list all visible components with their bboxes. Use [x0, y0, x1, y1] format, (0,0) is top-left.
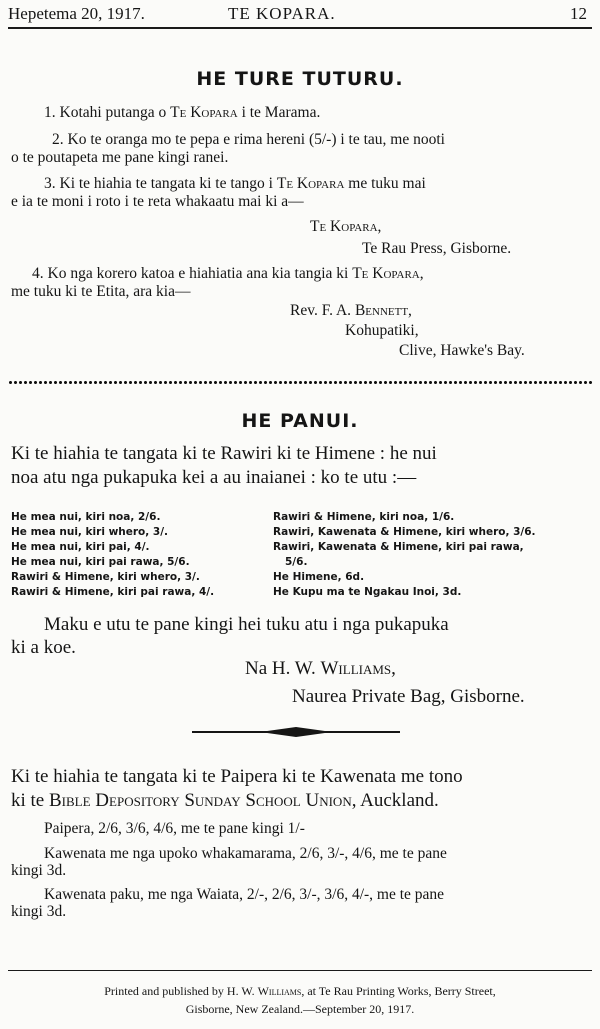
panui-intro-line-2: noa atu nga pukapuka kei a au inaianei : ko te utu :—	[11, 467, 417, 488]
bible-price-3-line-2: kingi 3d.	[11, 903, 67, 920]
price-item: He mea nui, kiri noa, 2/6.	[11, 511, 161, 523]
rule-2-line-2: o te poutapeta me pane kingi ranei.	[11, 149, 229, 166]
price-list-left	[11, 510, 214, 600]
price-item: Rawiri, Kawenata & Himene, kiri pai rawa,	[273, 541, 524, 553]
footer-text-end: at Te Rau Printing Works, Berry Street,	[304, 984, 496, 998]
bible-price-1: Paipera, 2/6, 3/6, 4/6, me te pane kingi 1/-	[44, 820, 305, 837]
signature-name: Williams,	[320, 658, 396, 679]
bible-price-2-line-1: Kawenata me nga upoko whakamarama, 2/6, 3/-, 4/6, me te pane	[44, 845, 447, 862]
address-2-prefix: Rev. F. A.	[290, 302, 355, 319]
price-item: He mea nui, kiri pai rawa, 5/6.	[11, 556, 190, 568]
bible-depository-name: Bible Depository Sunday School Union,	[49, 790, 357, 811]
price-item: Rawiri & Himene, kiri pai rawa, 4/.	[11, 586, 215, 598]
maku-line-1: Maku e utu te pane kingi hei tuku atu i nga pukapuka	[44, 614, 449, 635]
page-number: 12	[570, 4, 587, 23]
price-item: He mea nui, kiri whero, 3/.	[11, 526, 169, 538]
rule-3-paper-name: Te Kopara	[276, 175, 345, 192]
header-title: TE KOPARA.	[228, 4, 336, 23]
rule-4-text: 4. Ko nga korero katoa e hiahiatia ana kia tangia ki	[32, 265, 353, 282]
bible-price-2-line-2: kingi 3d.	[11, 862, 67, 879]
signature-prefix: Na H. W.	[245, 658, 321, 679]
rule-3-line-1	[44, 175, 426, 193]
price-item: Rawiri & Himene, kiri noa, 1/6.	[273, 511, 455, 523]
address-2-line-1	[290, 302, 412, 320]
header-rule	[8, 27, 592, 29]
address-2-line-3: Clive, Hawke's Bay.	[399, 342, 525, 359]
price-item: Rawiri & Himene, kiri whero, 3/.	[11, 571, 200, 583]
price-item: He mea nui, kiri pai, 4/.	[11, 541, 150, 553]
ture-heading: HE TURE TUTURU.	[196, 68, 404, 90]
signature-line-1	[245, 658, 396, 680]
price-item: Rawiri, Kawenata & Himene, kiri whero, 3/6.	[273, 526, 536, 538]
bible-price-3-line-1: Kawenata paku, me nga Waiata, 2/-, 2/6, 3/-, 3/6, 4/-, me te pane	[44, 886, 445, 903]
rule-4-paper-name: Te Kopara,	[352, 265, 424, 282]
bible-intro-prefix: ki te	[11, 790, 49, 811]
address-1-line-2: Te Rau Press, Gisborne.	[362, 240, 512, 257]
bible-intro-city: Auckland.	[356, 790, 439, 811]
rule-1	[44, 104, 320, 122]
rule-1-text-end: i te Marama.	[237, 104, 321, 121]
address-2-name: Bennett,	[354, 302, 412, 319]
price-item: He Himene, 6d.	[273, 571, 365, 583]
price-item: 5/6.	[285, 556, 308, 568]
rule-2-line-1: 2. Ko te oranga mo te pepa e rima hereni (5/-) i te tau, me nooti	[52, 131, 445, 148]
footer-rule	[8, 970, 592, 971]
rule-3-text-end: me tuku mai	[344, 175, 426, 192]
bible-intro-line-2	[11, 790, 439, 812]
signature-line-2: Naurea Private Bag, Gisborne.	[292, 686, 525, 707]
footer-publisher: Williams,	[257, 984, 305, 998]
bible-intro-line-1: Ki te hiahia te tangata ki te Paipera ki te Kawenata me tono	[11, 766, 463, 787]
rule-1-text: 1. Kotahi putanga o	[44, 104, 171, 121]
panui-heading: HE PANUI.	[241, 410, 359, 432]
rule-3-line-2: e ia te moni i roto i te reta whakaatu mai ki a—	[11, 193, 304, 210]
footer-text: Printed and published by H. W.	[104, 984, 258, 998]
rule-3-text: 3. Ki te hiahia te tangata ki te tango i	[44, 175, 277, 192]
maku-line-2: ki a koe.	[11, 637, 76, 658]
address-1-line-1: Te Kopara,	[310, 218, 382, 235]
price-item: He Kupu ma te Ngakau Inoi, 3d.	[273, 586, 462, 598]
address-2-line-2: Kohupatiki,	[345, 322, 419, 339]
panui-intro-line-1: Ki te hiahia te tangata ki te Rawiri ki te Himene : he nui	[11, 443, 437, 464]
dotted-divider	[8, 380, 592, 385]
ornament-divider	[190, 724, 402, 740]
footer-line-1	[0, 984, 600, 999]
rule-4-line-2: me tuku ki te Etita, ara kia—	[11, 283, 191, 300]
rule-4-line-1	[32, 265, 424, 283]
footer-line-2: Gisborne, New Zealand.—September 20, 1917.	[185, 1002, 415, 1016]
header-date: Hepetema 20, 1917.	[8, 4, 145, 23]
price-list-right	[273, 510, 536, 600]
rule-1-paper-name: Te Kopara	[170, 104, 238, 121]
